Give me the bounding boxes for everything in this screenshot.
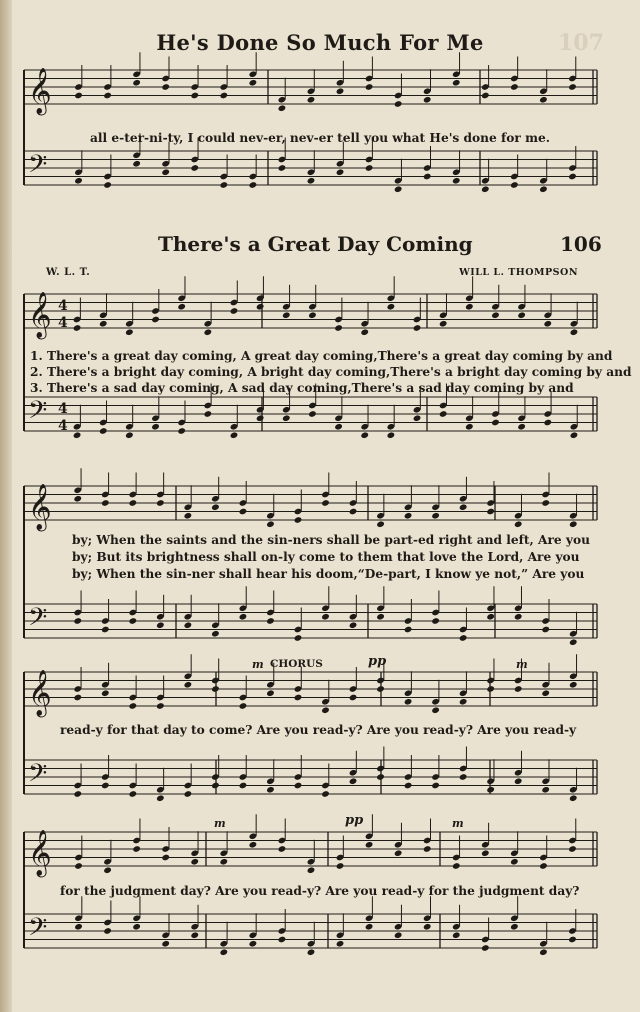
note-head bbox=[569, 681, 578, 689]
note-head bbox=[568, 173, 577, 181]
note-head bbox=[517, 311, 526, 319]
treble-clef: 𝄞 bbox=[28, 670, 52, 716]
note-head bbox=[570, 431, 579, 439]
staff-lines bbox=[24, 70, 597, 948]
treble-staff bbox=[24, 294, 597, 328]
note-head bbox=[510, 858, 519, 866]
note-head bbox=[394, 100, 403, 108]
note-head bbox=[423, 845, 432, 853]
note-head bbox=[184, 512, 193, 520]
note-head bbox=[376, 613, 385, 621]
note-head bbox=[514, 685, 523, 693]
note-head bbox=[459, 503, 468, 511]
treble-clef: 𝄞 bbox=[28, 484, 52, 530]
note-head bbox=[230, 307, 239, 315]
note-head bbox=[365, 923, 374, 931]
note-head bbox=[177, 427, 186, 435]
dynamic-mark: m bbox=[516, 658, 528, 671]
note-head bbox=[423, 923, 432, 931]
note-head bbox=[349, 777, 358, 785]
note-head bbox=[569, 638, 578, 646]
note-head bbox=[282, 414, 291, 422]
note-head bbox=[541, 499, 550, 507]
note-head bbox=[211, 630, 220, 638]
note-head bbox=[294, 782, 303, 790]
note-head bbox=[360, 431, 369, 439]
note-head bbox=[349, 621, 358, 629]
note-head bbox=[394, 849, 403, 857]
note-head bbox=[151, 316, 160, 324]
note-head bbox=[219, 948, 228, 956]
note-head bbox=[219, 92, 228, 100]
bass-clef: 𝄢 bbox=[28, 150, 48, 185]
note-head bbox=[256, 303, 265, 311]
note-head bbox=[184, 621, 193, 629]
note-head bbox=[73, 324, 82, 332]
note-head bbox=[452, 931, 461, 939]
note-head bbox=[459, 773, 468, 781]
note-head bbox=[517, 423, 526, 431]
note-head bbox=[74, 177, 83, 185]
note-head bbox=[514, 613, 523, 621]
note-head bbox=[73, 495, 82, 503]
note-head bbox=[239, 613, 248, 621]
note-head bbox=[156, 702, 165, 710]
music-credit: WILL L. THOMPSON bbox=[459, 267, 578, 278]
note-head bbox=[249, 841, 258, 849]
note-head bbox=[404, 782, 413, 790]
note-head bbox=[74, 862, 83, 870]
note-head bbox=[510, 923, 519, 931]
bleed-through-number: 107 bbox=[558, 30, 604, 56]
note-head bbox=[99, 320, 108, 328]
note-head bbox=[486, 786, 495, 794]
note-head bbox=[439, 320, 448, 328]
note-head bbox=[161, 83, 170, 91]
note-head bbox=[73, 694, 82, 702]
dynamic-mark: m bbox=[214, 817, 226, 830]
bass-clef: 𝄢 bbox=[28, 759, 48, 794]
verse-1-line-1: 1. There's a great day coming, A great day coming,There's a great day coming by and bbox=[30, 349, 613, 363]
note-head bbox=[204, 410, 213, 418]
note-head bbox=[459, 698, 468, 706]
time-signature: 4 bbox=[58, 298, 68, 314]
note-head bbox=[541, 786, 550, 794]
note-head bbox=[219, 181, 228, 189]
note-head bbox=[256, 414, 265, 422]
note-head bbox=[156, 794, 165, 802]
note-head bbox=[249, 940, 258, 948]
chorus-label: CHORUS bbox=[270, 658, 323, 670]
note-heads bbox=[73, 52, 578, 956]
note-head bbox=[211, 782, 220, 790]
note-head bbox=[387, 431, 396, 439]
note-head bbox=[514, 777, 523, 785]
dynamic-mark: m bbox=[452, 817, 464, 830]
note-head bbox=[423, 96, 432, 104]
verse-3-line-1: 3. There's a sad day coming, A sad day coming,There's a sad day coming by and bbox=[30, 381, 574, 395]
note-head bbox=[568, 936, 577, 944]
note-head bbox=[541, 689, 550, 697]
note-head bbox=[161, 168, 170, 176]
note-head bbox=[161, 940, 170, 948]
note-head bbox=[230, 431, 239, 439]
note-head bbox=[413, 324, 422, 332]
note-head bbox=[481, 944, 490, 952]
note-head bbox=[177, 303, 186, 311]
note-head bbox=[431, 617, 440, 625]
note-head bbox=[101, 782, 110, 790]
note-head bbox=[321, 499, 330, 507]
note-head bbox=[156, 621, 165, 629]
note-head bbox=[249, 181, 258, 189]
note-head bbox=[570, 328, 579, 336]
note-head bbox=[404, 512, 413, 520]
note-head bbox=[132, 160, 141, 168]
note-head bbox=[568, 845, 577, 853]
note-head bbox=[491, 419, 500, 427]
note-head bbox=[459, 634, 468, 642]
bass-clef: 𝄢 bbox=[28, 396, 48, 431]
note-head bbox=[211, 503, 220, 511]
note-head bbox=[184, 790, 193, 798]
time-signature: 4 bbox=[58, 401, 68, 417]
note-head bbox=[336, 168, 345, 176]
note-head bbox=[151, 423, 160, 431]
note-head bbox=[74, 92, 83, 100]
note-head bbox=[510, 83, 519, 91]
words-credit: W. L. T. bbox=[46, 267, 91, 278]
bass-staff bbox=[24, 760, 597, 794]
note-head bbox=[539, 948, 548, 956]
note-head bbox=[486, 508, 495, 516]
note-head bbox=[101, 499, 110, 507]
note-head bbox=[569, 794, 578, 802]
note-head bbox=[266, 520, 275, 528]
note-head bbox=[321, 706, 330, 714]
note-head bbox=[239, 508, 248, 516]
note-head bbox=[439, 410, 448, 418]
note-head bbox=[129, 790, 138, 798]
note-head bbox=[99, 427, 108, 435]
treble-staff bbox=[24, 672, 597, 706]
time-signature: 4 bbox=[58, 315, 68, 331]
note-head bbox=[294, 694, 303, 702]
note-head bbox=[465, 303, 474, 311]
note-head bbox=[184, 681, 193, 689]
note-head bbox=[239, 702, 248, 710]
note-head bbox=[365, 83, 374, 91]
time-signature: 4 bbox=[58, 418, 68, 434]
note-head bbox=[307, 177, 316, 185]
note-head bbox=[481, 92, 490, 100]
note-head bbox=[266, 689, 275, 697]
note-head bbox=[125, 328, 134, 336]
note-head bbox=[336, 940, 345, 948]
note-head bbox=[204, 328, 213, 336]
note-head bbox=[336, 87, 345, 95]
dynamic-mark: pp bbox=[368, 654, 387, 669]
dynamic-mark: pp bbox=[345, 813, 364, 828]
treble-staff bbox=[24, 486, 597, 520]
note-head bbox=[387, 303, 396, 311]
note-head bbox=[404, 698, 413, 706]
note-head bbox=[129, 702, 138, 710]
note-head bbox=[334, 324, 343, 332]
note-head bbox=[129, 617, 138, 625]
chorus-lyric-line-2: for the judgment day? Are you read-y? Are you read-y for the judgment day? bbox=[60, 884, 580, 898]
note-head bbox=[132, 79, 141, 87]
note-head bbox=[278, 936, 287, 944]
note-head bbox=[278, 104, 287, 112]
hymn-title: There's a Great Day Coming bbox=[158, 232, 473, 256]
note-head bbox=[543, 419, 552, 427]
previous-hymn-title: He's Done So Much For Me bbox=[156, 30, 484, 55]
note-head bbox=[404, 626, 413, 634]
note-head bbox=[376, 685, 385, 693]
note-head bbox=[334, 423, 343, 431]
note-head bbox=[423, 173, 432, 181]
note-head bbox=[321, 613, 330, 621]
note-head bbox=[491, 311, 500, 319]
note-head bbox=[266, 786, 275, 794]
treble-clef: 𝄞 bbox=[28, 830, 52, 876]
note-head bbox=[543, 320, 552, 328]
note-head bbox=[282, 311, 291, 319]
note-head bbox=[539, 185, 548, 193]
note-head bbox=[161, 854, 170, 862]
note-head bbox=[510, 181, 519, 189]
treble-clef: 𝄞 bbox=[28, 292, 52, 338]
note-head bbox=[219, 858, 228, 866]
note-head bbox=[190, 164, 199, 172]
note-head bbox=[156, 499, 165, 507]
note-head bbox=[431, 512, 440, 520]
note-head bbox=[307, 866, 316, 874]
note-head bbox=[73, 431, 82, 439]
bass-staff bbox=[24, 604, 597, 638]
note-head bbox=[278, 164, 287, 172]
note-head bbox=[394, 931, 403, 939]
note-head bbox=[569, 520, 578, 528]
verse-1-line-2: by; When the saints and the sin-ners shall be part-ed right and left, Are you bbox=[72, 533, 590, 547]
note-head bbox=[365, 164, 374, 172]
note-head bbox=[74, 923, 83, 931]
verse-3-line-2: by; When the sin-ner shall hear his doom,“De-part, I know ye not,” Are you bbox=[72, 567, 585, 581]
treble-clef: 𝄞 bbox=[28, 68, 52, 114]
note-head bbox=[278, 845, 287, 853]
note-head bbox=[132, 845, 141, 853]
note-head bbox=[308, 311, 317, 319]
clefs bbox=[28, 68, 68, 948]
note-head bbox=[101, 689, 110, 697]
note-head bbox=[452, 177, 461, 185]
note-head bbox=[365, 841, 374, 849]
note-head bbox=[321, 790, 330, 798]
note-head bbox=[239, 782, 248, 790]
note-head bbox=[431, 706, 440, 714]
note-head bbox=[132, 923, 141, 931]
note-head bbox=[129, 499, 138, 507]
note-head bbox=[190, 858, 199, 866]
note-head bbox=[211, 685, 220, 693]
note-head bbox=[349, 694, 358, 702]
note-head bbox=[349, 508, 358, 516]
note-head bbox=[539, 862, 548, 870]
note-head bbox=[103, 866, 112, 874]
note-head bbox=[452, 79, 461, 87]
note-head bbox=[249, 79, 258, 87]
verse-2-line-2: by; But its brightness shall on-ly come to them that love the Lord, Are you bbox=[72, 550, 580, 564]
note-head bbox=[103, 927, 112, 935]
bass-clef: 𝄢 bbox=[28, 603, 48, 638]
note-head bbox=[125, 431, 134, 439]
note-head bbox=[539, 96, 548, 104]
dynamic-mark: m bbox=[252, 658, 264, 671]
note-head bbox=[101, 626, 110, 634]
note-head bbox=[294, 516, 303, 524]
verse-2-line-1: 2. There's a bright day coming, A bright day coming,There's a bright day coming by and bbox=[30, 365, 632, 379]
note-head bbox=[307, 948, 316, 956]
note-head bbox=[73, 617, 82, 625]
note-head bbox=[307, 96, 316, 104]
note-head bbox=[266, 617, 275, 625]
note-head bbox=[308, 410, 317, 418]
note-head bbox=[486, 613, 495, 621]
note-head bbox=[486, 685, 495, 693]
note-head bbox=[103, 181, 112, 189]
note-head bbox=[481, 849, 490, 857]
note-head bbox=[452, 862, 461, 870]
note-head bbox=[103, 92, 112, 100]
note-head bbox=[465, 423, 474, 431]
note-head bbox=[73, 790, 82, 798]
note-head bbox=[413, 414, 422, 422]
note-head bbox=[481, 185, 490, 193]
note-head bbox=[190, 92, 199, 100]
note-head bbox=[376, 520, 385, 528]
previous-hymn-lyric: all e-ter-ni-ty, I could nev-er, nev-er tell you what He's done for me. bbox=[90, 131, 550, 145]
note-head bbox=[541, 626, 550, 634]
note-head bbox=[376, 773, 385, 781]
note-head bbox=[190, 931, 199, 939]
hymn-number: 106 bbox=[560, 232, 602, 256]
note-head bbox=[360, 328, 369, 336]
note-head bbox=[294, 634, 303, 642]
note-head bbox=[336, 862, 345, 870]
note-head bbox=[568, 83, 577, 91]
note-head bbox=[431, 782, 440, 790]
bass-clef: 𝄢 bbox=[28, 913, 48, 948]
chorus-lyric-line-1: read-y for that day to come? Are you read-y? Are you read-y? Are you read-y bbox=[60, 723, 577, 737]
note-head bbox=[514, 520, 523, 528]
note-head bbox=[394, 185, 403, 193]
